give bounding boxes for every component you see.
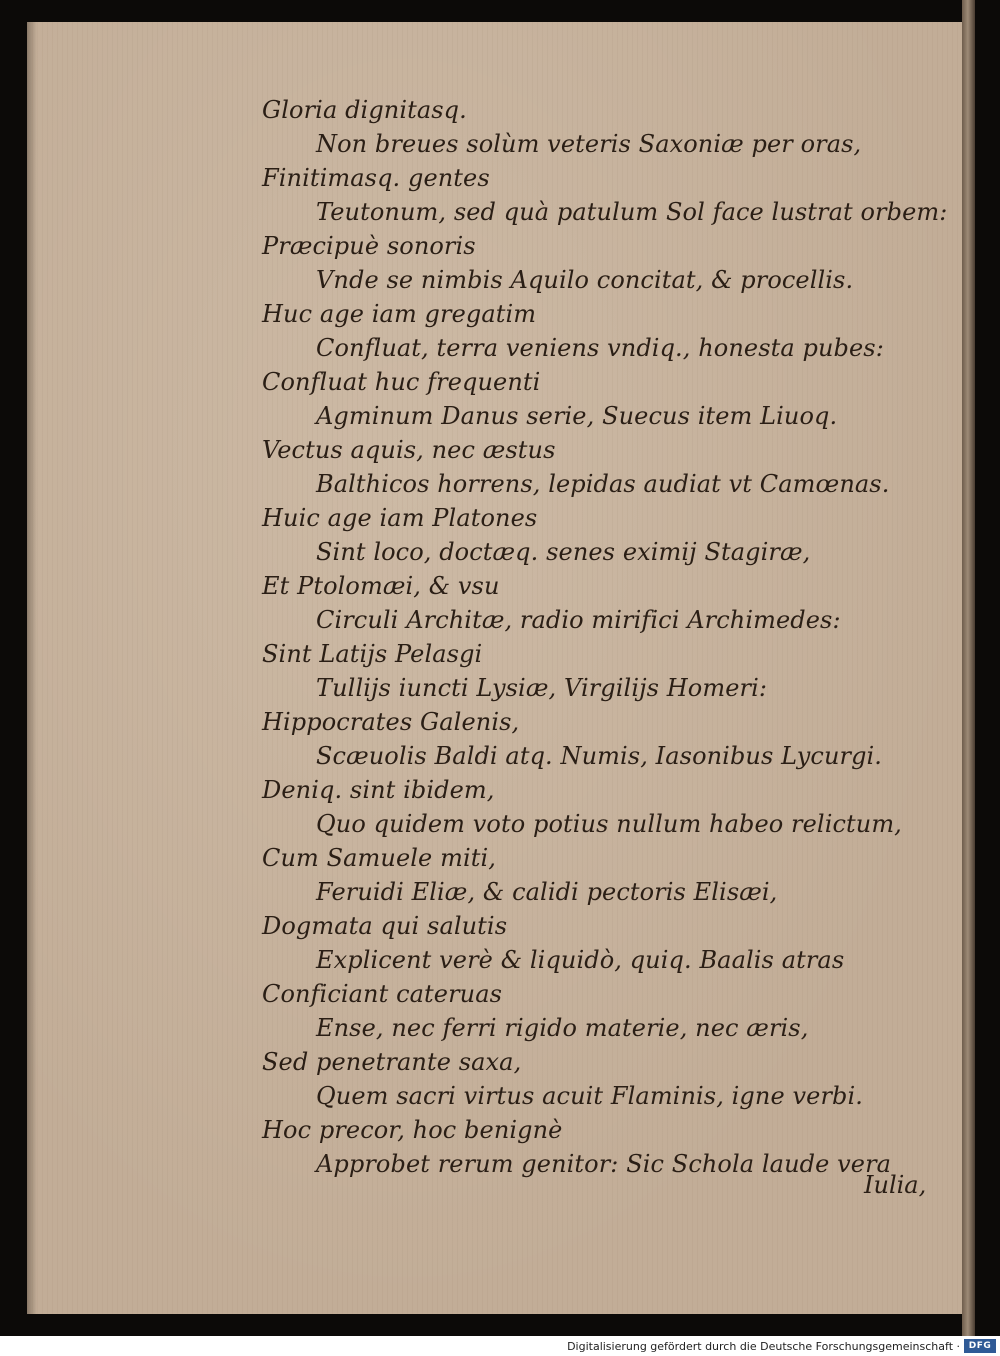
poem-line: Agminum Danus serie, Suecus item Liuoq. [316,402,838,430]
page-right-edge [962,0,975,1336]
poem-line: Quo quidem voto potius nullum habeo relictum, [316,810,902,838]
poem-line: Sint Latijs Pelasgi [262,640,483,668]
poem-line: Balthicos horrens, lepidas audiat vt Camœnas. [316,470,890,498]
poem-line: Deniq. sint ibidem, [262,776,495,804]
poem-line: Cum Samuele miti, [262,844,496,872]
page-gutter-shadow [27,22,37,1314]
poem-line: Tullijs iuncti Lysiæ, Virgilijs Homeri: [316,674,768,702]
poem-line: Et Ptolomæi, & vsu [262,572,500,600]
poem-line: Huic age iam Platones [262,504,538,532]
poem-line: Hippocrates Galenis, [262,708,520,736]
poem-line: Feruidi Eliæ, & calidi pectoris Elisæi, [316,878,778,906]
poem-line: Sint loco, doctæq. senes eximij Stagiræ, [316,538,811,566]
poem-line: Confluat huc frequenti [262,368,541,396]
poem-line: Teutonum, sed quà patulum Sol face lustrat orbem: [316,198,948,226]
poem-line: Ense, nec ferri rigido materie, nec æris, [316,1014,809,1042]
poem-line: Hoc precor, hoc benignè [262,1116,563,1144]
poem-line: Approbet rerum genitor: Sic Schola laude vera [316,1150,892,1178]
funding-credit: Digitalisierung gefördert durch die Deutsche Forschungsgemeinschaft · [567,1340,960,1353]
poem-line: Dogmata qui salutis [262,912,508,940]
poem-line: Huc age iam gregatim [262,300,537,328]
poem-line: Quem sacri virtus acuit Flaminis, igne verbi. [316,1082,863,1110]
poem-line: Circuli Architæ, radio mirifici Archimedes: [316,606,841,634]
dfg-logo-icon: DFG [964,1339,996,1353]
poem-line: Præcipuè sonoris [262,232,476,260]
poem-line: Explicent verè & liquidò, quiq. Baalis atras [316,946,845,974]
poem-line: Scæuolis Baldi atq. Numis, Iasonibus Lycurgi. [316,742,883,770]
footer-bar [0,1336,1000,1356]
poem-line: Vnde se nimbis Aquilo concitat, & procellis. [316,266,854,294]
poem-line: Gloria dignitasq. [262,96,467,124]
poem-line: Non breues solùm veteris Saxoniæ per oras, [316,130,862,158]
poem-line: Confluat, terra veniens vndiq., honesta pubes: [316,334,884,362]
poem-line: Vectus aquis, nec æstus [262,436,556,464]
poem-line: Conficiant cateruas [262,980,503,1008]
catchword: Iulia, [864,1171,927,1199]
poem-line: Finitimasq. gentes [262,164,490,192]
poem-line: Sed penetrante saxa, [262,1048,522,1076]
